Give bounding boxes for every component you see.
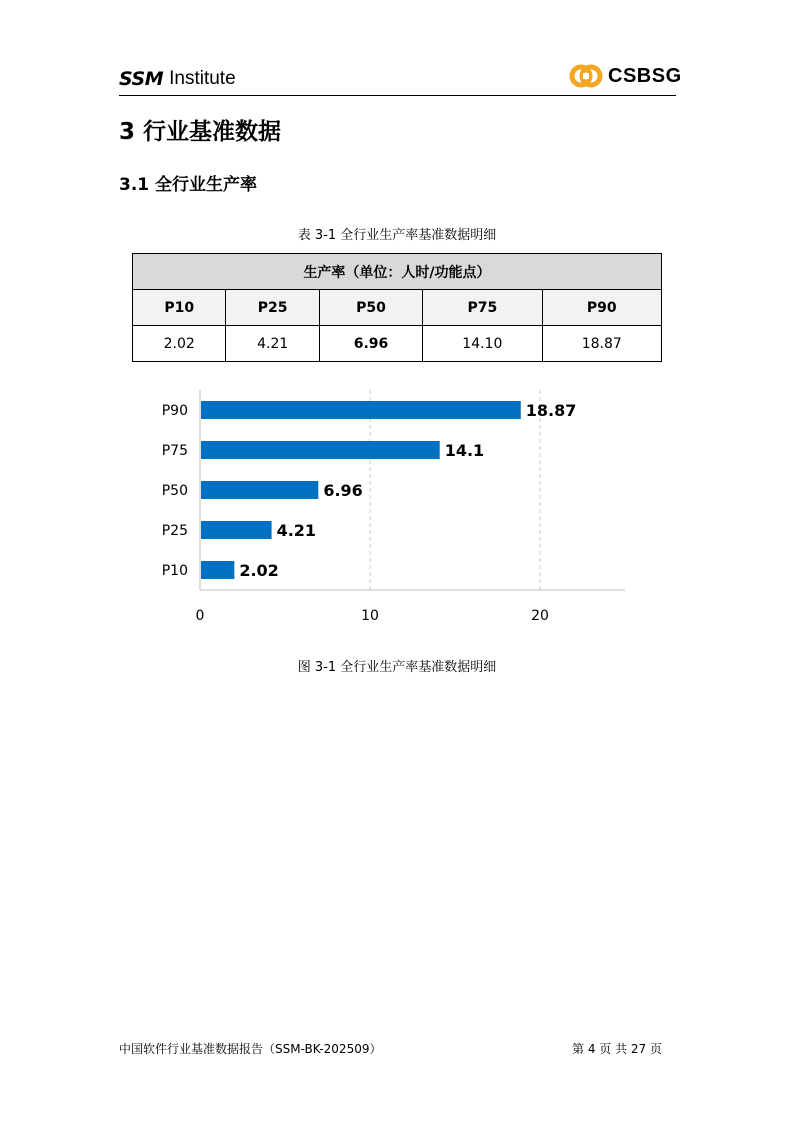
subsection-heading: 3.1 全行业生产率: [119, 175, 258, 195]
col-header-p10: P10: [133, 290, 226, 326]
productivity-bar-chart: [150, 385, 640, 630]
figure-caption: 图 3-1 全行业生产率基准数据明细: [297, 660, 497, 675]
table-header: 生产率（单位：人时/功能点）: [133, 254, 662, 290]
y-tick-label-p10: P10: [161, 563, 188, 579]
bar-p25: [201, 521, 272, 539]
y-tick-label-p90: P90: [161, 403, 188, 419]
value-p50: 6.96: [319, 326, 422, 362]
col-header-p90: P90: [542, 290, 661, 326]
y-tick-label-p25: P25: [161, 523, 188, 539]
value-p10: 2.02: [133, 326, 226, 362]
productivity-table: [132, 253, 662, 362]
x-tick-label-0: 0: [195, 608, 205, 624]
table-caption: 表 3-1 全行业生产率基准数据明细: [297, 228, 497, 243]
col-header-p25: P25: [226, 290, 319, 326]
section-heading: 3 行业基准数据: [119, 119, 282, 145]
csbsg-emblem-icon: [569, 62, 603, 90]
bar-p50: [201, 481, 318, 499]
col-header-p75: P75: [423, 290, 542, 326]
header-divider: [119, 95, 676, 96]
csbsg-logo-text: CSBSG: [608, 64, 682, 87]
footer-report-title: 中国软件行业基准数据报告（SSM-BK-202509）: [119, 1042, 382, 1056]
bar-p90: [201, 401, 521, 419]
ssm-logo-mark: SSM: [119, 68, 164, 90]
data-label-p10: 2.02: [239, 561, 279, 580]
x-tick-label-20: 20: [531, 608, 549, 624]
data-label-p50: 6.96: [323, 481, 363, 500]
col-header-p50: P50: [319, 290, 422, 326]
data-label-p75: 14.1: [444, 441, 485, 460]
value-p90: 18.87: [542, 326, 661, 362]
ssm-institute-logo: [119, 66, 236, 92]
value-p25: 4.21: [226, 326, 319, 362]
value-p75: 14.10: [423, 326, 542, 362]
data-label-p90: 18.87: [525, 401, 577, 420]
data-label-p25: 4.21: [276, 521, 317, 540]
footer-page-number: 第 4 页 共 27 页: [572, 1042, 662, 1056]
ssm-logo-text: Institute: [169, 68, 236, 89]
csbsg-logo: [569, 61, 682, 91]
x-tick-label-10: 10: [361, 608, 379, 624]
bar-p75: [201, 441, 440, 459]
y-tick-label-p75: P75: [161, 443, 188, 459]
y-tick-label-p50: P50: [161, 483, 188, 499]
bar-p10: [201, 561, 234, 579]
